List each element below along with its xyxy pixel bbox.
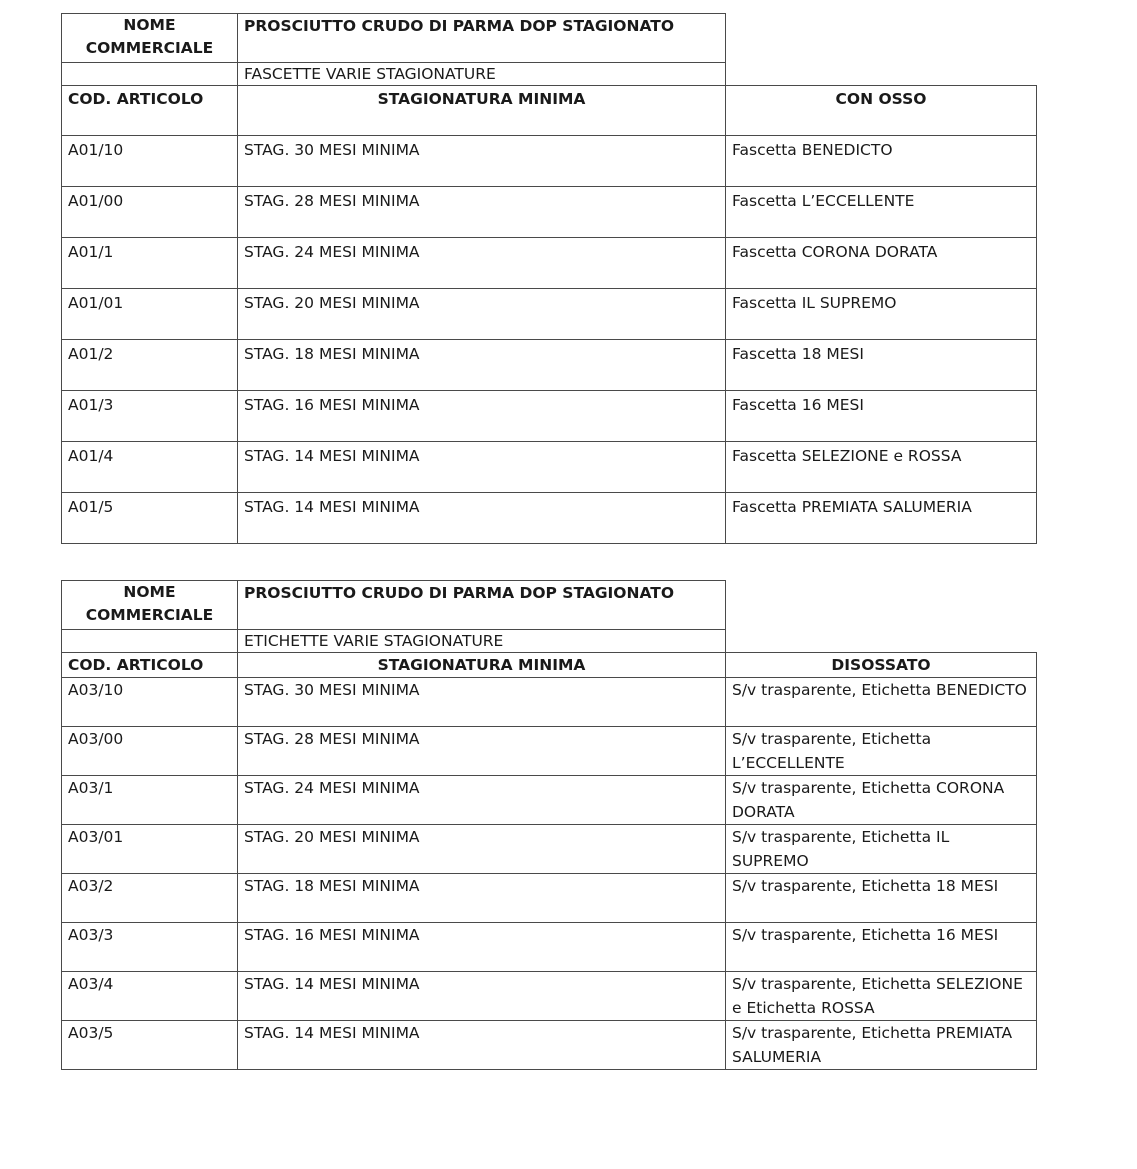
empty-cell <box>726 630 1037 653</box>
cell-stagionatura: STAG. 18 MESI MINIMA <box>238 340 726 391</box>
table-header-row <box>62 653 1037 678</box>
cell-stagionatura: STAG. 18 MESI MINIMA <box>238 874 726 923</box>
cell-codice: A01/10 <box>62 136 238 187</box>
table-row <box>62 493 1037 544</box>
table-row <box>62 340 1037 391</box>
cell-codice: A01/2 <box>62 340 238 391</box>
product-name: PROSCIUTTO CRUDO DI PARMA DOP STAGIONATO <box>238 581 726 630</box>
product-table-con-osso <box>61 13 1037 544</box>
table-subtitle: FASCETTE VARIE STAGIONATURE <box>238 63 726 86</box>
cell-stagionatura: STAG. 16 MESI MINIMA <box>238 923 726 972</box>
cell-stagionatura: STAG. 20 MESI MINIMA <box>238 289 726 340</box>
table-row <box>62 289 1037 340</box>
cell-disossato: S/v trasparente, Etichetta SELEZIONE e Etichetta ROSSA <box>726 972 1037 1021</box>
cell-stagionatura: STAG. 30 MESI MINIMA <box>238 136 726 187</box>
cell-stagionatura: STAG. 14 MESI MINIMA <box>238 1021 726 1070</box>
cell-con-osso: Fascetta 16 MESI <box>726 391 1037 442</box>
cell-con-osso: Fascetta 18 MESI <box>726 340 1037 391</box>
column-header-disossato: DISOSSATO <box>726 653 1037 678</box>
cell-stagionatura: STAG. 14 MESI MINIMA <box>238 493 726 544</box>
table-row <box>62 874 1037 923</box>
cell-stagionatura: STAG. 24 MESI MINIMA <box>238 776 726 825</box>
cell-codice: A01/4 <box>62 442 238 493</box>
cell-stagionatura: STAG. 14 MESI MINIMA <box>238 442 726 493</box>
table-row <box>62 1021 1037 1070</box>
product-table-disossato <box>61 580 1037 1070</box>
table-row <box>62 442 1037 493</box>
column-header-stagionatura: STAGIONATURA MINIMA <box>238 86 726 136</box>
cell-stagionatura: STAG. 28 MESI MINIMA <box>238 187 726 238</box>
cell-codice: A01/1 <box>62 238 238 289</box>
column-header-codice: COD. ARTICOLO <box>62 86 238 136</box>
cell-codice: A01/01 <box>62 289 238 340</box>
empty-cell <box>62 63 238 86</box>
cell-codice: A03/3 <box>62 923 238 972</box>
table-row <box>62 136 1037 187</box>
cell-con-osso: Fascetta BENEDICTO <box>726 136 1037 187</box>
cell-disossato: S/v trasparente, Etichetta IL SUPREMO <box>726 825 1037 874</box>
table-header-row <box>62 86 1037 136</box>
cell-con-osso: Fascetta PREMIATA SALUMERIA <box>726 493 1037 544</box>
table-row <box>62 238 1037 289</box>
cell-codice: A01/5 <box>62 493 238 544</box>
cell-disossato: S/v trasparente, Etichetta 16 MESI <box>726 923 1037 972</box>
table-row <box>62 727 1037 776</box>
table-subtitle: ETICHETTE VARIE STAGIONATURE <box>238 630 726 653</box>
empty-cell <box>726 63 1037 86</box>
cell-codice: A03/1 <box>62 776 238 825</box>
cell-con-osso: Fascetta IL SUPREMO <box>726 289 1037 340</box>
column-header-stagionatura: STAGIONATURA MINIMA <box>238 653 726 678</box>
nome-commerciale-label: NOME COMMERCIALE <box>62 581 238 630</box>
cell-con-osso: Fascetta SELEZIONE e ROSSA <box>726 442 1037 493</box>
product-name: PROSCIUTTO CRUDO DI PARMA DOP STAGIONATO <box>238 14 726 63</box>
cell-disossato: S/v trasparente, Etichetta CORONA DORATA <box>726 776 1037 825</box>
cell-disossato: S/v trasparente, Etichetta L’ECCELLENTE <box>726 727 1037 776</box>
cell-stagionatura: STAG. 16 MESI MINIMA <box>238 391 726 442</box>
table-row <box>62 825 1037 874</box>
empty-cell <box>726 14 1037 63</box>
cell-codice: A03/01 <box>62 825 238 874</box>
cell-con-osso: Fascetta CORONA DORATA <box>726 238 1037 289</box>
cell-codice: A03/00 <box>62 727 238 776</box>
table-row <box>62 391 1037 442</box>
cell-codice: A03/10 <box>62 678 238 727</box>
nome-commerciale-label: NOME COMMERCIALE <box>62 14 238 63</box>
cell-stagionatura: STAG. 24 MESI MINIMA <box>238 238 726 289</box>
cell-stagionatura: STAG. 20 MESI MINIMA <box>238 825 726 874</box>
table-row <box>62 187 1037 238</box>
column-header-codice: COD. ARTICOLO <box>62 653 238 678</box>
cell-codice: A01/00 <box>62 187 238 238</box>
cell-codice: A01/3 <box>62 391 238 442</box>
table-row <box>62 678 1037 727</box>
column-header-con-osso: CON OSSO <box>726 86 1037 136</box>
table-row <box>62 923 1037 972</box>
cell-codice: A03/5 <box>62 1021 238 1070</box>
cell-disossato: S/v trasparente, Etichetta PREMIATA SALUMERIA <box>726 1021 1037 1070</box>
cell-codice: A03/2 <box>62 874 238 923</box>
cell-codice: A03/4 <box>62 972 238 1021</box>
cell-con-osso: Fascetta L’ECCELLENTE <box>726 187 1037 238</box>
cell-stagionatura: STAG. 14 MESI MINIMA <box>238 972 726 1021</box>
cell-disossato: S/v trasparente, Etichetta BENEDICTO <box>726 678 1037 727</box>
table-row <box>62 776 1037 825</box>
table-row <box>62 972 1037 1021</box>
empty-cell <box>726 581 1037 630</box>
empty-cell <box>62 630 238 653</box>
cell-stagionatura: STAG. 28 MESI MINIMA <box>238 727 726 776</box>
cell-disossato: S/v trasparente, Etichetta 18 MESI <box>726 874 1037 923</box>
cell-stagionatura: STAG. 30 MESI MINIMA <box>238 678 726 727</box>
